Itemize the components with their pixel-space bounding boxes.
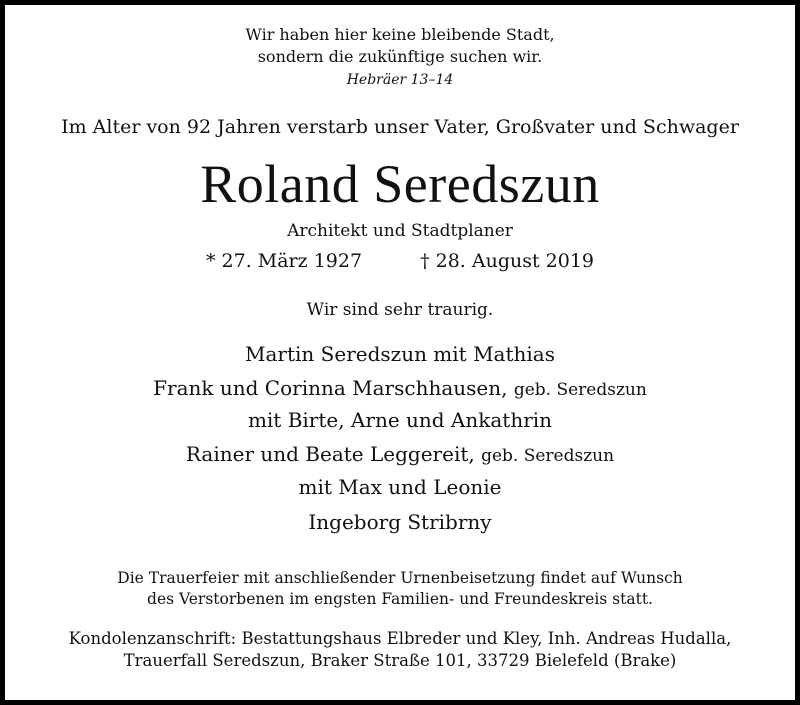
mourner-line <box>5 342 795 366</box>
mourner-name: mit Birte, Arne und Ankathrin <box>247 408 553 432</box>
mourner-name: Ingeborg Stribrny <box>308 510 492 534</box>
mourner-birth-name: geb. Seredszun <box>513 380 647 400</box>
birth-date: * 27. März 1927 <box>205 250 363 272</box>
funeral-info-line-2: des Verstorbenen im engsten Familien- und Freundeskreis statt. <box>147 590 653 608</box>
mourning-statement: Wir sind sehr traurig. <box>306 300 494 320</box>
verse-line-1: Wir haben hier keine bleibende Stadt, <box>245 25 555 44</box>
mourner-name: Frank und Corinna Marschhausen, <box>153 376 508 400</box>
mourner-line <box>5 408 795 432</box>
mourner-name: Rainer und Beate Leggereit, <box>185 442 475 466</box>
mourner-line <box>5 475 795 499</box>
condolence-address-line-2: Trauerfall Seredszun, Braker Straße 101, 33729 Bielefeld (Brake) <box>123 651 677 670</box>
mourner-line <box>5 376 795 400</box>
verse-reference: Hebräer 13–14 <box>346 72 454 88</box>
intro-text: Im Alter von 92 Jahren verstarb unser Vater, Großvater und Schwager <box>61 116 739 138</box>
mourner-name: mit Max und Leonie <box>298 475 502 499</box>
mourner-line <box>5 442 795 466</box>
condolence-address-line-1: Kondolenzanschrift: Bestattungshaus Elbreder und Kley, Inh. Andreas Hudalla, <box>68 629 732 648</box>
verse-line-2: sondern die zukünftige suchen wir. <box>257 47 543 66</box>
death-date: † 28. August 2019 <box>420 250 594 272</box>
deceased-name: Roland Seredszun <box>200 154 600 214</box>
mourner-name: Martin Seredszun mit Mathias <box>245 342 555 366</box>
mourner-birth-name: geb. Seredszun <box>481 446 615 466</box>
life-dates <box>5 250 795 272</box>
deceased-profession: Architekt und Stadtplaner <box>287 221 513 241</box>
funeral-info-line-1: Die Trauerfeier mit anschließender Urnenbeisetzung findet auf Wunsch <box>117 569 683 587</box>
mourner-line <box>5 510 795 534</box>
